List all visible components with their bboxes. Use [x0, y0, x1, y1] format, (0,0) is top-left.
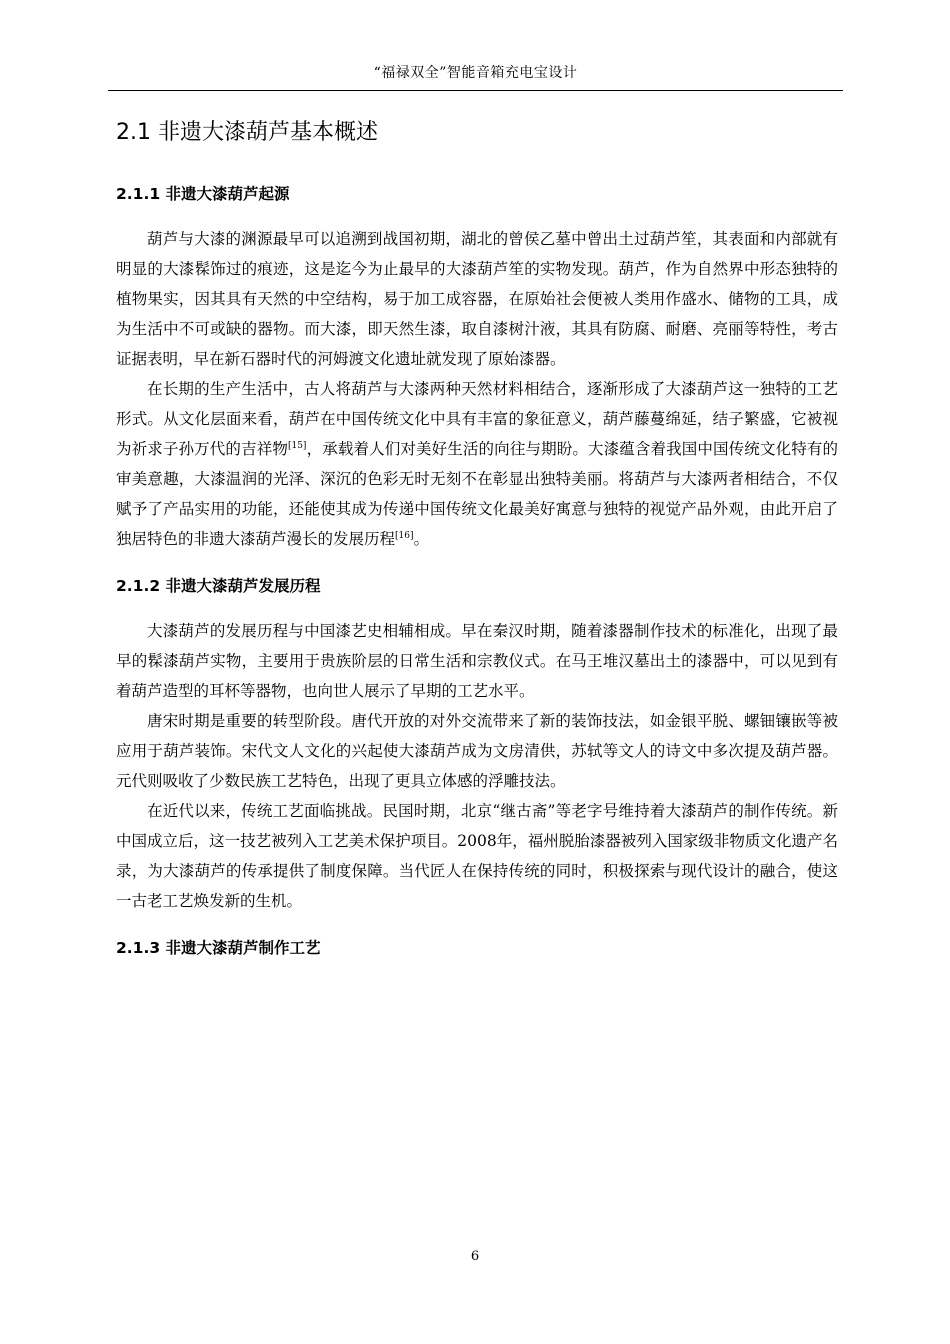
citation-16: [16]	[395, 530, 414, 541]
paragraph-text: ，承载着人们对美好生活的向往与期盼。大漆蕴含着我国中国传统文化特有的审美意趣，大漆温润的光泽、深沉的色彩无时无刻不在彰显出独特美丽。将葫芦与大漆两者相结合，不仅赋予了产品实用的功能，还能使其成为传递中国传统文化最美好寓意与独特的视觉产品外观，由此开启了独居特色的非遗大漆葫芦漫长的发展历程	[116, 440, 838, 548]
page-number: 6	[470, 1249, 480, 1264]
subsection-heading-history: 2.1.2 非遗大漆葫芦发展历程	[116, 577, 321, 595]
spacer	[116, 152, 838, 179]
paragraph-history-2: 唐宋时期是重要的转型阶段。唐代开放的对外交流带来了新的装饰技法，如金银平脱、螺钿镶嵌等被应用于葫芦装饰。宋代文人文化的兴起使大漆葫芦成为文房清供，苏轼等文人的诗文中多次提及葫芦器。元代则吸收了少数民族工艺特色，出现了更具立体感的浮雕技法。	[116, 712, 838, 790]
spacer	[116, 554, 838, 571]
citation-15: [15]	[287, 440, 307, 451]
section-heading: 2.1 非遗大漆葫芦基本概述	[116, 120, 378, 145]
running-header: “福禄双全”智能音箱充电宝设计	[373, 65, 578, 81]
header-rule	[108, 90, 843, 91]
paragraph-text: 。	[413, 530, 430, 548]
subsection-heading-origin: 2.1.1 非遗大漆葫芦起源	[116, 185, 290, 203]
spacer	[116, 601, 838, 616]
subsection-heading-craft: 2.1.3 非遗大漆葫芦制作工艺	[116, 939, 321, 957]
paragraph-origin-2	[116, 374, 838, 554]
spacer	[116, 209, 838, 224]
paragraph-history-1: 大漆葫芦的发展历程与中国漆艺史相辅相成。早在秦汉时期，随着漆器制作技术的标准化，出现了最早的髹漆葫芦实物，主要用于贵族阶层的日常生活和宗教仪式。在马王堆汉墓出土的漆器中，可以见到有着葫芦造型的耳杯等器物，也向世人展示了早期的工艺水平。	[116, 622, 838, 700]
spacer	[116, 916, 838, 933]
paragraph-text: 在长期的生产生活中，古人将葫芦与大漆两种天然材料相结合，逐渐形成了大漆葫芦这一独特的工艺形式。从文化层面来看，葫芦在中国传统文化中具有丰富的象征意义，葫芦藤蔓绵延，结子繁盛，它被视为祈求子孙万代的吉祥物	[116, 380, 838, 458]
paragraph-history-3: 在近代以来，传统工艺面临挑战。民国时期，北京“继古斋”等老字号维持着大漆葫芦的制作传统。新中国成立后，这一技艺被列入工艺美术保护项目。2008年，福州脱胎漆器被列入国家级非物质文化遗产名录，为大漆葫芦的传承提供了制度保障。当代匠人在保持传统的同时，积极探索与现代设计的融合，使这一古老工艺焕发新的生机。	[116, 802, 838, 910]
paragraph-origin-1: 葫芦与大漆的渊源最早可以追溯到战国初期，湖北的曾侯乙墓中曾出土过葫芦笙，其表面和内部就有明显的大漆髹饰过的痕迹，这是迄今为止最早的大漆葫芦笙的实物发现。葫芦，作为自然界中形态独特的植物果实，因其具有天然的中空结构，易于加工成容器，在原始社会便被人类用作盛水、储物的工具，成为生活中不可或缺的器物。而大漆，即天然生漆，取自漆树汁液，其具有防腐、耐磨、亮丽等特性，考古证据表明，早在新石器时代的河姆渡文化遗址就发现了原始漆器。	[116, 230, 838, 368]
page-body	[116, 114, 838, 963]
